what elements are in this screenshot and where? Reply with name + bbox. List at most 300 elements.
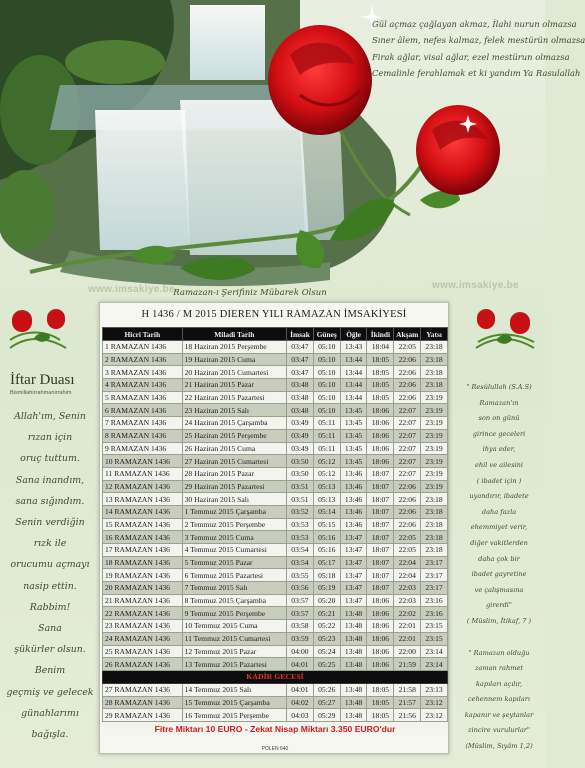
hicri-cell: 19 RAMAZAN 1436 bbox=[103, 569, 183, 582]
gunes-cell: 05:25 bbox=[313, 658, 340, 671]
miladi-cell: 28 Haziran 2015 Pazar bbox=[182, 467, 286, 480]
hadith-line: ve çalışmasına bbox=[474, 585, 524, 594]
imsak-cell: 04:01 bbox=[287, 658, 314, 671]
ikindi-cell: 18:06 bbox=[367, 632, 394, 645]
hicri-cell: 16 RAMAZAN 1436 bbox=[103, 531, 183, 544]
imsak-cell: 03:48 bbox=[287, 379, 314, 392]
gunes-cell: 05:13 bbox=[313, 493, 340, 506]
gunes-cell: 05:10 bbox=[313, 366, 340, 379]
ogle-cell: 13:47 bbox=[340, 569, 367, 582]
gunes-cell: 05:20 bbox=[313, 594, 340, 607]
imsak-cell: 04:03 bbox=[287, 709, 314, 722]
header-hicri: Hicri Tarih bbox=[103, 328, 183, 341]
yatsi-cell: 23:17 bbox=[421, 569, 448, 582]
table-row bbox=[103, 493, 448, 506]
iftar-line: Senin verdiğin bbox=[15, 517, 85, 529]
hicri-cell: 24 RAMAZAN 1436 bbox=[103, 632, 183, 645]
corner-roses-right-icon bbox=[470, 308, 540, 368]
imsak-cell: 03:51 bbox=[287, 480, 314, 493]
hadith-line: daha çok bir bbox=[478, 554, 520, 563]
hicri-cell: 23 RAMAZAN 1436 bbox=[103, 620, 183, 633]
iftar-line: şükürler olsun. bbox=[14, 644, 86, 656]
ogle-cell: 13:47 bbox=[340, 556, 367, 569]
ikindi-cell: 18:06 bbox=[367, 594, 394, 607]
gunes-cell: 05:24 bbox=[313, 645, 340, 658]
fitre-text: Fitre Miktarı 10 EURO - Zekat Nisap Miktarı 3.350 EURO'dur bbox=[154, 723, 396, 734]
gunes-cell: 05:17 bbox=[313, 556, 340, 569]
miladi-cell: 12 Temmuz 2015 Pazar bbox=[182, 645, 286, 658]
table-row bbox=[103, 594, 448, 607]
gunes-cell: 05:13 bbox=[313, 480, 340, 493]
aksam-cell: 21:57 bbox=[394, 696, 421, 709]
hadith-line: zincire vurulurlar" bbox=[468, 726, 530, 735]
iftar-line: Sana inandım, bbox=[15, 474, 85, 486]
iftar-line: günahlarımı bbox=[21, 707, 79, 719]
yatsi-cell: 23:19 bbox=[421, 404, 448, 417]
yatsi-cell: 23:16 bbox=[421, 607, 448, 620]
aksam-cell: 22:04 bbox=[394, 569, 421, 582]
ogle-cell: 13:48 bbox=[340, 645, 367, 658]
iftar-line: sana sığındım. bbox=[15, 495, 85, 507]
yatsi-cell: 23:17 bbox=[421, 556, 448, 569]
miladi-cell: 11 Temmuz 2015 Cumartesi bbox=[182, 632, 286, 645]
iftar-line: Sana bbox=[38, 623, 62, 635]
table-row bbox=[103, 569, 448, 582]
hadith-line: daha fazla bbox=[481, 507, 517, 516]
miladi-cell: 22 Haziran 2015 Pazartesi bbox=[182, 391, 286, 404]
yatsi-cell: 23:18 bbox=[421, 505, 448, 518]
ikindi-cell: 18:07 bbox=[367, 467, 394, 480]
gunes-cell: 05:11 bbox=[313, 442, 340, 455]
ikindi-cell: 18:07 bbox=[367, 505, 394, 518]
iftar-title: İftar Duası bbox=[10, 372, 75, 388]
yatsi-cell: 23:14 bbox=[421, 658, 448, 671]
miladi-cell: 23 Haziran 2015 Salı bbox=[182, 404, 286, 417]
imsak-cell: 03:58 bbox=[287, 620, 314, 633]
iftar-line: rızk ile bbox=[33, 538, 67, 550]
hicri-cell: 8 RAMAZAN 1436 bbox=[103, 429, 183, 442]
ikindi-cell: 18:06 bbox=[367, 658, 394, 671]
aksam-cell: 22:06 bbox=[394, 493, 421, 506]
gunes-cell: 05:23 bbox=[313, 632, 340, 645]
aksam-cell: 22:06 bbox=[394, 391, 421, 404]
ikindi-cell: 18:06 bbox=[367, 417, 394, 430]
ikindi-cell: 18:05 bbox=[367, 696, 394, 709]
ogle-cell: 13:46 bbox=[340, 518, 367, 531]
miladi-cell: 9 Temmuz 2015 Perşembe bbox=[182, 607, 286, 620]
hadith-line: uyandırır, ibadete bbox=[469, 492, 529, 501]
miladi-cell: 7 Temmuz 2015 Salı bbox=[182, 582, 286, 595]
hicri-cell: 3 RAMAZAN 1436 bbox=[103, 366, 183, 379]
hadith-siyam bbox=[456, 646, 542, 755]
imsak-cell: 03:53 bbox=[287, 531, 314, 544]
aksam-cell: 22:04 bbox=[394, 556, 421, 569]
yatsi-cell: 23:15 bbox=[421, 632, 448, 645]
ogle-cell: 13:44 bbox=[340, 353, 367, 366]
table-row bbox=[103, 544, 448, 557]
ikindi-cell: 18:07 bbox=[367, 480, 394, 493]
iftar-duasi-block bbox=[6, 372, 94, 745]
miladi-cell: 8 Temmuz 2015 Çarşamba bbox=[182, 594, 286, 607]
table-row bbox=[103, 696, 448, 709]
gunes-cell: 05:10 bbox=[313, 391, 340, 404]
ikindi-cell: 18:05 bbox=[367, 353, 394, 366]
hadith-line: ( Müslim, İtikaf, 7 ) bbox=[466, 616, 532, 625]
aksam-cell: 22:00 bbox=[394, 645, 421, 658]
aksam-cell: 22:07 bbox=[394, 429, 421, 442]
hicri-cell: 13 RAMAZAN 1436 bbox=[103, 493, 183, 506]
table-row bbox=[103, 429, 448, 442]
hadith-line: " Resûlullah (S.A.S) bbox=[466, 383, 532, 391]
gunes-cell: 05:22 bbox=[313, 620, 340, 633]
hadith-line: girince geceleri bbox=[472, 429, 526, 438]
miladi-cell: 16 Temmuz 2015 Perşembe bbox=[182, 709, 286, 722]
yatsi-cell: 23:12 bbox=[421, 709, 448, 722]
miladi-cell: 15 Temmuz 2015 Çarşamba bbox=[182, 696, 286, 709]
imsak-cell: 03:53 bbox=[287, 518, 314, 531]
table-row bbox=[103, 531, 448, 544]
hicri-cell: 27 RAMAZAN 1436 bbox=[103, 683, 183, 696]
gunes-cell: 05:29 bbox=[313, 709, 340, 722]
iftar-line: orucumu açmayı bbox=[10, 559, 90, 571]
hicri-cell: 15 RAMAZAN 1436 bbox=[103, 518, 183, 531]
imsak-cell: 03:48 bbox=[287, 404, 314, 417]
aksam-cell: 22:06 bbox=[394, 379, 421, 392]
ogle-cell: 13:43 bbox=[340, 341, 367, 354]
hadith-line: kapıları açılır, bbox=[475, 679, 523, 688]
hicri-cell: 18 RAMAZAN 1436 bbox=[103, 556, 183, 569]
ikindi-cell: 18:06 bbox=[367, 429, 394, 442]
ikindi-cell: 18:05 bbox=[367, 379, 394, 392]
imsak-cell: 03:48 bbox=[287, 391, 314, 404]
table-title: H 1436 / M 2015 DIEREN YILI RAMAZAN İMSAKİYESİ bbox=[141, 309, 407, 320]
yatsi-cell: 23:19 bbox=[421, 455, 448, 468]
ogle-cell: 13:44 bbox=[340, 391, 367, 404]
hadith-line: " Ramazan olduğu bbox=[468, 648, 530, 657]
poem-line: Sıner âlem, nefes kalmaz, felek mestürün olmazsa bbox=[372, 35, 585, 46]
iftar-line: geçmiş ve gelecek bbox=[6, 686, 94, 698]
prayer-times-table bbox=[102, 327, 448, 735]
ogle-cell: 13:48 bbox=[340, 709, 367, 722]
ikindi-cell: 18:05 bbox=[367, 709, 394, 722]
ikindi-cell: 18:05 bbox=[367, 683, 394, 696]
gunes-cell: 05:15 bbox=[313, 518, 340, 531]
table-header-row bbox=[103, 328, 448, 341]
iftar-line: rızan için bbox=[27, 432, 73, 444]
hicri-cell: 4 RAMAZAN 1436 bbox=[103, 379, 183, 392]
hicri-cell: 14 RAMAZAN 1436 bbox=[103, 505, 183, 518]
gunes-cell: 05:10 bbox=[313, 353, 340, 366]
hadith-line: zaman rahmet bbox=[474, 664, 524, 673]
hicri-cell: 11 RAMAZAN 1436 bbox=[103, 467, 183, 480]
miladi-cell: 25 Haziran 2015 Perşembe bbox=[182, 429, 286, 442]
yatsi-cell: 23:12 bbox=[421, 696, 448, 709]
hicri-cell: 10 RAMAZAN 1436 bbox=[103, 455, 183, 468]
imsak-cell: 04:01 bbox=[287, 683, 314, 696]
ikindi-cell: 18:05 bbox=[367, 391, 394, 404]
watermark: www.imsakiye.be bbox=[88, 284, 175, 295]
hicri-cell: 22 RAMAZAN 1436 bbox=[103, 607, 183, 620]
aksam-cell: 22:07 bbox=[394, 467, 421, 480]
ogle-cell: 13:47 bbox=[340, 594, 367, 607]
miladi-cell: 2 Temmuz 2015 Perşembe bbox=[182, 518, 286, 531]
ogle-cell: 13:46 bbox=[340, 480, 367, 493]
corner-roses-left-icon bbox=[6, 308, 76, 368]
iftar-line: Benim bbox=[34, 665, 66, 677]
miladi-cell: 14 Temmuz 2015 Salı bbox=[182, 683, 286, 696]
hadith-line: ehil ve ailesini bbox=[474, 460, 524, 469]
aksam-cell: 22:06 bbox=[394, 366, 421, 379]
table-row bbox=[103, 467, 448, 480]
aksam-cell: 22:06 bbox=[394, 505, 421, 518]
miladi-cell: 4 Temmuz 2015 Cumartesi bbox=[182, 544, 286, 557]
kadir-gecesi-label: KADİR GECESİ bbox=[103, 670, 448, 683]
aksam-cell: 22:06 bbox=[394, 480, 421, 493]
imsak-cell: 03:52 bbox=[287, 505, 314, 518]
imsak-cell: 03:49 bbox=[287, 442, 314, 455]
hicri-cell: 5 RAMAZAN 1436 bbox=[103, 391, 183, 404]
hadith-line: ibadet gayretine bbox=[471, 570, 527, 579]
miladi-cell: 29 Haziran 2015 Pazartesi bbox=[182, 480, 286, 493]
yatsi-cell: 23:18 bbox=[421, 531, 448, 544]
hadith-line: ihya eder, bbox=[482, 445, 516, 454]
aksam-cell: 22:02 bbox=[394, 607, 421, 620]
iftar-line: Allah'ım, Senin bbox=[14, 411, 86, 422]
ogle-cell: 13:45 bbox=[340, 442, 367, 455]
hicri-cell: 17 RAMAZAN 1436 bbox=[103, 544, 183, 557]
gunes-cell: 05:16 bbox=[313, 531, 340, 544]
table-row bbox=[103, 645, 448, 658]
header-imsak: İmsak bbox=[287, 328, 314, 341]
ogle-cell: 13:46 bbox=[340, 505, 367, 518]
poem-block bbox=[372, 16, 585, 82]
imsak-cell: 03:54 bbox=[287, 556, 314, 569]
aksam-cell: 22:05 bbox=[394, 341, 421, 354]
ogle-cell: 13:44 bbox=[340, 379, 367, 392]
aksam-cell: 22:03 bbox=[394, 582, 421, 595]
table-row bbox=[103, 607, 448, 620]
table-row bbox=[103, 442, 448, 455]
table-row bbox=[103, 505, 448, 518]
yatsi-cell: 23:18 bbox=[421, 366, 448, 379]
yatsi-cell: 23:13 bbox=[421, 683, 448, 696]
ogle-cell: 13:47 bbox=[340, 531, 367, 544]
aksam-cell: 21:58 bbox=[394, 683, 421, 696]
miladi-cell: 27 Haziran 2015 Cumartesi bbox=[182, 455, 286, 468]
ikindi-cell: 18:07 bbox=[367, 518, 394, 531]
gunes-cell: 05:26 bbox=[313, 683, 340, 696]
hadith-line: son on günü bbox=[478, 414, 520, 423]
ogle-cell: 13:46 bbox=[340, 493, 367, 506]
miladi-cell: 18 Haziran 2015 Perşembe bbox=[182, 341, 286, 354]
aksam-cell: 22:03 bbox=[394, 594, 421, 607]
yatsi-cell: 23:18 bbox=[421, 379, 448, 392]
ikindi-cell: 18:07 bbox=[367, 544, 394, 557]
hicri-cell: 12 RAMAZAN 1436 bbox=[103, 480, 183, 493]
yatsi-cell: 23:18 bbox=[421, 341, 448, 354]
imsak-cell: 03:47 bbox=[287, 341, 314, 354]
ogle-cell: 13:48 bbox=[340, 683, 367, 696]
gunes-cell: 05:10 bbox=[313, 379, 340, 392]
ogle-cell: 13:47 bbox=[340, 582, 367, 595]
imsak-cell: 03:47 bbox=[287, 353, 314, 366]
table-row bbox=[103, 391, 448, 404]
iftar-line: Rabbim! bbox=[29, 601, 71, 613]
aksam-cell: 22:07 bbox=[394, 404, 421, 417]
ikindi-cell: 18:06 bbox=[367, 404, 394, 417]
ikindi-cell: 18:06 bbox=[367, 620, 394, 633]
yatsi-cell: 23:15 bbox=[421, 620, 448, 633]
gunes-cell: 05:16 bbox=[313, 544, 340, 557]
table-row bbox=[103, 480, 448, 493]
ogle-cell: 13:44 bbox=[340, 366, 367, 379]
miladi-cell: 1 Temmuz 2015 Çarşamba bbox=[182, 505, 286, 518]
ikindi-cell: 18:06 bbox=[367, 442, 394, 455]
gunes-cell: 05:12 bbox=[313, 467, 340, 480]
ikindi-cell: 18:04 bbox=[367, 341, 394, 354]
hicri-cell: 25 RAMAZAN 1436 bbox=[103, 645, 183, 658]
miladi-cell: 24 Haziran 2015 Çarşamba bbox=[182, 417, 286, 430]
hicri-cell: 7 RAMAZAN 1436 bbox=[103, 417, 183, 430]
yatsi-cell: 23:14 bbox=[421, 645, 448, 658]
yatsi-cell: 23:19 bbox=[421, 480, 448, 493]
imsak-cell: 03:59 bbox=[287, 632, 314, 645]
miladi-cell: 19 Haziran 2015 Cuma bbox=[182, 353, 286, 366]
ogle-cell: 13:48 bbox=[340, 658, 367, 671]
kadir-gecesi-row bbox=[103, 670, 448, 683]
table-row bbox=[103, 683, 448, 696]
imsak-cell: 03:51 bbox=[287, 493, 314, 506]
aksam-cell: 22:07 bbox=[394, 417, 421, 430]
table-row bbox=[103, 379, 448, 392]
aksam-cell: 22:05 bbox=[394, 531, 421, 544]
aksam-cell: 22:01 bbox=[394, 620, 421, 633]
gunes-cell: 05:10 bbox=[313, 404, 340, 417]
hicri-cell: 20 RAMAZAN 1436 bbox=[103, 582, 183, 595]
ikindi-cell: 18:07 bbox=[367, 493, 394, 506]
imsak-cell: 03:55 bbox=[287, 569, 314, 582]
ogle-cell: 13:45 bbox=[340, 417, 367, 430]
fitre-row bbox=[103, 721, 448, 735]
table-row bbox=[103, 632, 448, 645]
ogle-cell: 13:45 bbox=[340, 455, 367, 468]
miladi-cell: 3 Temmuz 2015 Cuma bbox=[182, 531, 286, 544]
hadith-line: kapanır ve şeytanlar bbox=[464, 710, 534, 719]
imsak-cell: 04:02 bbox=[287, 696, 314, 709]
miladi-cell: 30 Haziran 2015 Salı bbox=[182, 493, 286, 506]
yatsi-cell: 23:18 bbox=[421, 493, 448, 506]
miladi-cell: 21 Haziran 2015 Pazar bbox=[182, 379, 286, 392]
table-row bbox=[103, 417, 448, 430]
ogle-cell: 13:48 bbox=[340, 607, 367, 620]
hadith-line: cehennem kapıları bbox=[467, 695, 531, 704]
header-yatsi: Yatsı bbox=[421, 328, 448, 341]
ogle-cell: 13:48 bbox=[340, 696, 367, 709]
imsak-cell: 03:54 bbox=[287, 544, 314, 557]
header-ogle: Öğle bbox=[340, 328, 367, 341]
gunes-cell: 05:11 bbox=[313, 417, 340, 430]
poem-line: Firak ağlar, visal ağlar, ezel mestürun olmazsa bbox=[372, 51, 570, 62]
hicri-cell: 29 RAMAZAN 1436 bbox=[103, 709, 183, 722]
table-row bbox=[103, 518, 448, 531]
ogle-cell: 13:48 bbox=[340, 620, 367, 633]
hadith-line: Ramazan'ın bbox=[479, 398, 519, 407]
miladi-cell: 26 Haziran 2015 Cuma bbox=[182, 442, 286, 455]
gunes-cell: 05:12 bbox=[313, 455, 340, 468]
imsak-cell: 04:00 bbox=[287, 645, 314, 658]
table-row bbox=[103, 404, 448, 417]
hadith-line: diğer vakitlerden bbox=[470, 538, 528, 547]
table-row bbox=[103, 658, 448, 671]
ogle-cell: 13:47 bbox=[340, 544, 367, 557]
hadith-block bbox=[456, 380, 542, 755]
header-ikindi: İkindi bbox=[367, 328, 394, 341]
gunes-cell: 05:14 bbox=[313, 505, 340, 518]
aksam-cell: 22:06 bbox=[394, 353, 421, 366]
hadith-line: ( ibadet için ) bbox=[476, 476, 522, 485]
hicri-cell: 9 RAMAZAN 1436 bbox=[103, 442, 183, 455]
header-aksam: Akşam bbox=[394, 328, 421, 341]
aksam-cell: 22:01 bbox=[394, 632, 421, 645]
poem-line: Gül açmaz çağlayan akmaz, İlahi nurun olmazsa bbox=[372, 19, 577, 29]
miladi-cell: 10 Temmuz 2015 Cuma bbox=[182, 620, 286, 633]
imsak-cell: 03:50 bbox=[287, 455, 314, 468]
miladi-cell: 5 Temmuz 2015 Pazar bbox=[182, 556, 286, 569]
yatsi-cell: 23:18 bbox=[421, 518, 448, 531]
hicri-cell: 21 RAMAZAN 1436 bbox=[103, 594, 183, 607]
header-miladi: Miladi Tarih bbox=[182, 328, 286, 341]
aksam-cell: 22:06 bbox=[394, 518, 421, 531]
imsak-cell: 03:57 bbox=[287, 607, 314, 620]
imsak-cell: 03:56 bbox=[287, 582, 314, 595]
imsak-cell: 03:49 bbox=[287, 417, 314, 430]
miladi-cell: 6 Temmuz 2015 Pazartesi bbox=[182, 569, 286, 582]
hicri-cell: 6 RAMAZAN 1436 bbox=[103, 404, 183, 417]
iftar-prayer-text bbox=[6, 406, 94, 745]
yatsi-cell: 23:18 bbox=[421, 353, 448, 366]
hicri-cell: 26 RAMAZAN 1436 bbox=[103, 658, 183, 671]
hicri-cell: 28 RAMAZAN 1436 bbox=[103, 696, 183, 709]
aksam-cell: 22:07 bbox=[394, 455, 421, 468]
yatsi-cell: 23:17 bbox=[421, 582, 448, 595]
iftar-line: oruç tuttum. bbox=[20, 453, 80, 465]
miladi-cell: 13 Temmuz 2015 Pazartesi bbox=[182, 658, 286, 671]
hicri-cell: 2 RAMAZAN 1436 bbox=[103, 353, 183, 366]
hadith-itikaf bbox=[456, 380, 542, 630]
iftar-line: bağışla. bbox=[31, 729, 69, 741]
table-row bbox=[103, 556, 448, 569]
table-row bbox=[103, 341, 448, 354]
yatsi-cell: 23:19 bbox=[421, 429, 448, 442]
gunes-cell: 05:27 bbox=[313, 696, 340, 709]
gunes-cell: 05:21 bbox=[313, 607, 340, 620]
ogle-cell: 13:46 bbox=[340, 467, 367, 480]
poem-line: Cemalinle ferahlamak et ki yandım Ya Rasulallah bbox=[372, 68, 581, 79]
ikindi-cell: 18:06 bbox=[367, 645, 394, 658]
yatsi-cell: 23:19 bbox=[421, 417, 448, 430]
gunes-cell: 05:18 bbox=[313, 569, 340, 582]
ikindi-cell: 18:07 bbox=[367, 556, 394, 569]
table-row bbox=[103, 620, 448, 633]
greeting-text: Ramazan-ı Şerifiniz Mübarek Olsun bbox=[173, 288, 327, 298]
table-row bbox=[103, 582, 448, 595]
yatsi-cell: 23:18 bbox=[421, 544, 448, 557]
ogle-cell: 13:48 bbox=[340, 632, 367, 645]
miladi-cell: 20 Haziran 2015 Cumartesi bbox=[182, 366, 286, 379]
footer-code: POLEN 640 bbox=[261, 746, 289, 752]
hadith-line: ehemmiyet verir, bbox=[470, 523, 528, 532]
ikindi-cell: 18:05 bbox=[367, 366, 394, 379]
